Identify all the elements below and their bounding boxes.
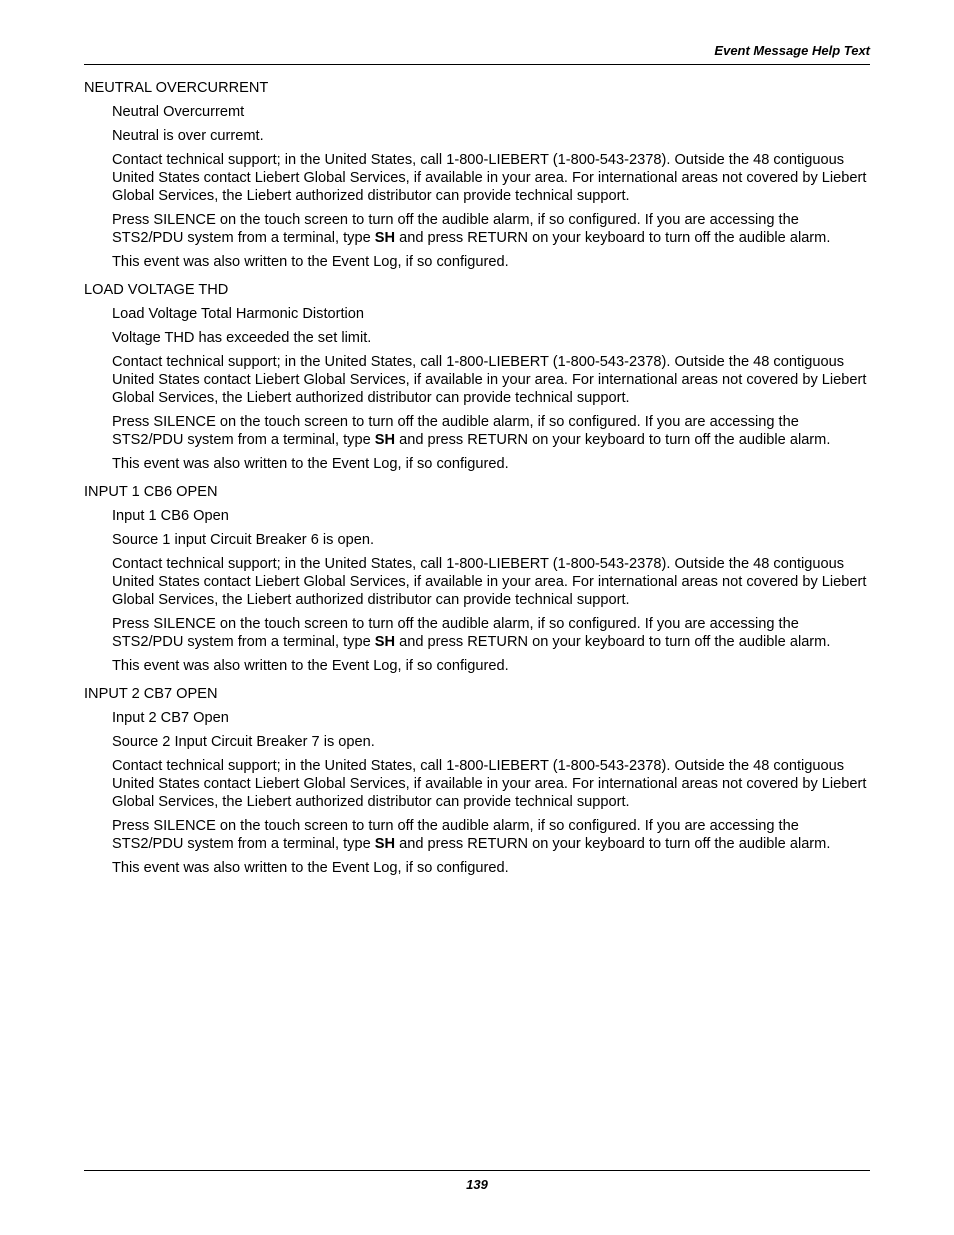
event-code: INPUT 2 CB7 OPEN — [84, 686, 218, 702]
event-silence-text — [112, 817, 870, 853]
silence-text-after: and press RETURN on your keyboard to turn off the audible alarm. — [395, 634, 831, 650]
silence-text-before: Press SILENCE on the touch screen to turn off the audible alarm, if so configured. If you are accessing the STS2/PDU system from a terminal, type — [112, 414, 799, 448]
event-entry — [84, 483, 870, 675]
event-name: Input 2 CB7 Open — [112, 710, 229, 726]
event-silence-text — [112, 615, 870, 651]
event-silence-text — [112, 211, 870, 247]
silence-text-before: Press SILENCE on the touch screen to turn off the audible alarm, if so configured. If you are accessing the STS2/PDU system from a terminal, type — [112, 616, 799, 650]
event-body — [112, 103, 870, 271]
event-description: Neutral is over curremt. — [112, 128, 264, 144]
event-entry — [84, 281, 870, 473]
event-list — [84, 79, 870, 883]
silence-text-after: and press RETURN on your keyboard to turn off the audible alarm. — [395, 230, 831, 246]
event-support-text: Contact technical support; in the United States, call 1-800-LIEBERT (1-800-543-2378). Outside the 48 contiguous United States contact Liebert Global Services, if available in your area. For international areas not covered by Liebert Global Services, the Liebert authorized distributor can provide technical support. — [112, 152, 867, 204]
header-title: Event Message Help Text — [714, 43, 870, 58]
silence-text-after: and press RETURN on your keyboard to turn off the audible alarm. — [395, 432, 831, 448]
page-header — [84, 42, 870, 65]
event-description: Voltage THD has exceeded the set limit. — [112, 330, 372, 346]
event-name: Neutral Overcurremt — [112, 104, 245, 120]
event-code: LOAD VOLTAGE THD — [84, 282, 229, 298]
silence-text-before: Press SILENCE on the touch screen to turn off the audible alarm, if so configured. If you are accessing the STS2/PDU system from a terminal, type — [112, 212, 799, 246]
event-log-text: This event was also written to the Event Log, if so configured. — [112, 456, 509, 472]
event-log-text: This event was also written to the Event Log, if so configured. — [112, 658, 509, 674]
event-support-text: Contact technical support; in the United States, call 1-800-LIEBERT (1-800-543-2378). Outside the 48 contiguous United States contact Liebert Global Services, if available in your area. For international areas not covered by Liebert Global Services, the Liebert authorized distributor can provide technical support. — [112, 556, 867, 608]
event-code: NEUTRAL OVERCURRENT — [84, 80, 269, 96]
event-log-text: This event was also written to the Event Log, if so configured. — [112, 860, 509, 876]
page-number: 139 — [466, 1177, 488, 1192]
silence-text-after: and press RETURN on your keyboard to turn off the audible alarm. — [395, 836, 831, 852]
event-log-text: This event was also written to the Event Log, if so configured. — [112, 254, 509, 270]
silence-key: SH — [374, 432, 396, 448]
event-support-text: Contact technical support; in the United States, call 1-800-LIEBERT (1-800-543-2378). Outside the 48 contiguous United States contact Liebert Global Services, if available in your area. For international areas not covered by Liebert Global Services, the Liebert authorized distributor can provide technical support. — [112, 354, 867, 406]
event-description: Source 2 Input Circuit Breaker 7 is open. — [112, 734, 375, 750]
silence-key: SH — [374, 634, 396, 650]
event-name: Input 1 CB6 Open — [112, 508, 229, 524]
event-description: Source 1 input Circuit Breaker 6 is open. — [112, 532, 375, 548]
event-body — [112, 709, 870, 877]
silence-text-before: Press SILENCE on the touch screen to turn off the audible alarm, if so configured. If you are accessing the STS2/PDU system from a terminal, type — [112, 818, 799, 852]
event-silence-text — [112, 413, 870, 449]
event-body — [112, 507, 870, 675]
event-name: Load Voltage Total Harmonic Distortion — [112, 306, 365, 322]
silence-key: SH — [374, 230, 396, 246]
silence-key: SH — [374, 836, 396, 852]
event-entry — [84, 685, 870, 877]
event-code: INPUT 1 CB6 OPEN — [84, 484, 218, 500]
event-body — [112, 305, 870, 473]
event-entry — [84, 79, 870, 271]
event-support-text: Contact technical support; in the United States, call 1-800-LIEBERT (1-800-543-2378). Outside the 48 contiguous United States contact Liebert Global Services, if available in your area. For international areas not covered by Liebert Global Services, the Liebert authorized distributor can provide technical support. — [112, 758, 867, 810]
page-footer — [84, 1170, 870, 1192]
